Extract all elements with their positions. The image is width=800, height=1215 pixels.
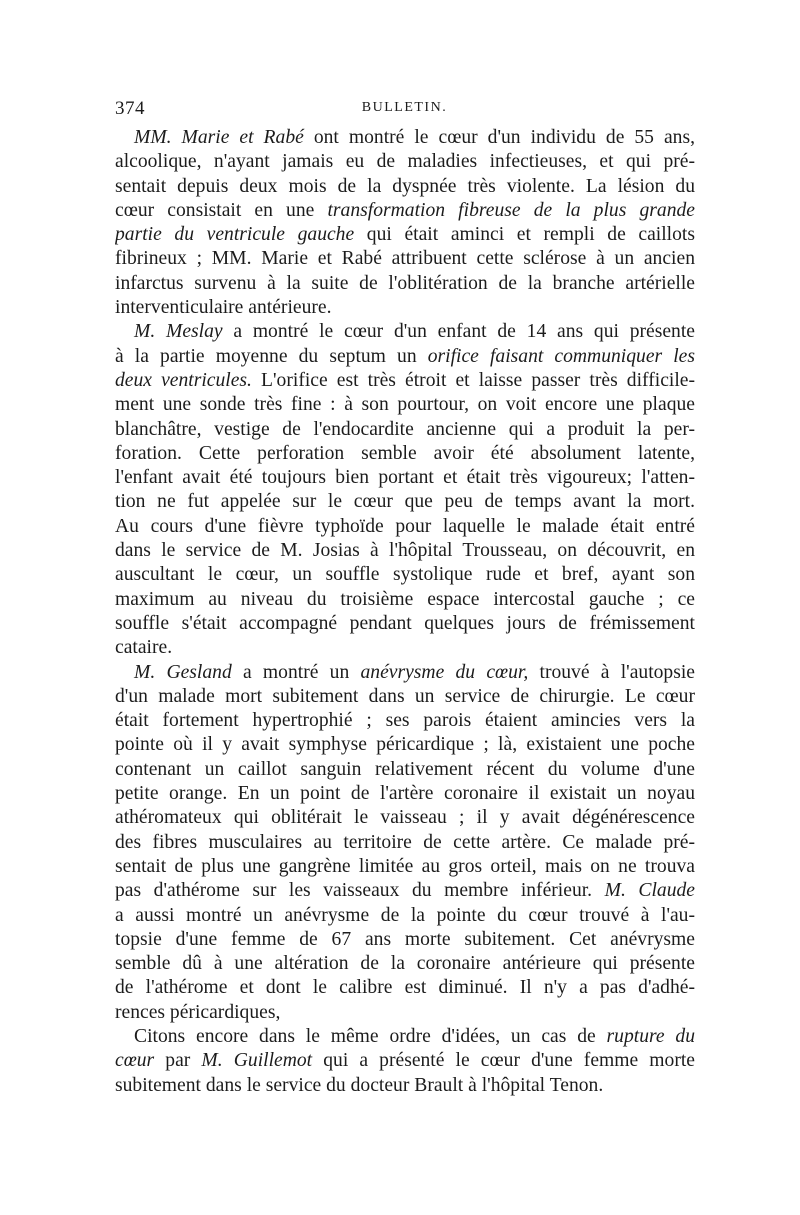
- italic-run: M. Meslay: [134, 321, 223, 343]
- text-line: [115, 393, 695, 417]
- text-line: [115, 1049, 695, 1073]
- italic-run: M. Claude: [604, 880, 695, 902]
- text-run: tion ne fut appelée sur le cœur que peu de temps avant la mort.: [115, 491, 695, 513]
- text-run: a montré le cœur d'un enfant de 14 ans qui présente: [222, 321, 695, 343]
- text-run: trouvé à l'autopsie: [528, 661, 695, 683]
- text-line: [115, 782, 695, 806]
- text-run: dans le service de M. Josias à l'hôpital Trousseau, on découvrit, en: [115, 540, 695, 562]
- text-line: [115, 636, 695, 660]
- text-run: à la partie moyenne du septum un: [115, 345, 428, 367]
- text-line: [115, 175, 695, 199]
- text-line: [115, 539, 695, 563]
- text-line: [115, 515, 695, 539]
- text-line: [115, 588, 695, 612]
- text-run: d'un malade mort subitement dans un service de chirurgie. Le cœur: [115, 685, 695, 707]
- text-line: [115, 126, 695, 150]
- text-run: des fibres musculaires au territoire de cette artère. Ce malade pré-: [115, 831, 695, 853]
- paragraph: [115, 1025, 695, 1098]
- paragraph: [115, 126, 695, 320]
- text-run: interventiculaire antérieure.: [115, 297, 332, 319]
- italic-run: M. Gesland: [134, 661, 232, 683]
- text-run: de l'athérome et dont le calibre est diminué. Il n'y a pas d'adhé-: [115, 977, 695, 999]
- text-run: a aussi montré un anévrysme de la pointe du cœur trouvé à l'au-: [115, 904, 695, 926]
- text-line: [115, 369, 695, 393]
- text-line: [115, 1025, 695, 1049]
- text-run: auscultant le cœur, un souffle systolique rude et bref, ayant son: [115, 564, 695, 586]
- text-line: [115, 928, 695, 952]
- text-line: [115, 150, 695, 174]
- text-run: Citons encore dans le même ordre d'idées, un cas de: [134, 1025, 607, 1047]
- text-run: fibrineux ; MM. Marie et Rabé attribuent cette sclérose à un ancien: [115, 248, 695, 270]
- text-run: alcoolique, n'ayant jamais eu de maladies infectieuses, et qui pré-: [115, 151, 695, 173]
- text-line: [115, 952, 695, 976]
- page-header: [115, 98, 694, 124]
- text-line: [115, 831, 695, 855]
- text-run: Au cours d'une fièvre typhoïde pour laquelle le malade était entré: [115, 515, 695, 537]
- text-run: athéromateux qui oblitérait le vaisseau ; il y avait dégénérescence: [115, 807, 695, 829]
- text-line: [115, 758, 695, 782]
- italic-run: cœur: [115, 1050, 155, 1072]
- italic-run: rupture du: [606, 1025, 695, 1047]
- text-line: [115, 733, 695, 757]
- text-line: [115, 612, 695, 636]
- text-run: l'enfant avait été toujours bien portant et était très vigoureux; l'atten-: [115, 467, 695, 489]
- text-line: [115, 442, 695, 466]
- text-line: [115, 879, 695, 903]
- text-run: contenant un caillot sanguin relativement récent du volume d'une: [115, 758, 695, 780]
- text-run: sentait depuis deux mois de la dyspnée très violente. La lésion du: [115, 175, 695, 197]
- text-run: foration. Cette perforation semble avoir été absolument latente,: [115, 442, 695, 464]
- text-line: [115, 1001, 695, 1025]
- text-run: rences péricardiques,: [115, 1001, 281, 1023]
- text-line: [115, 272, 695, 296]
- text-run: pointe où il y avait symphyse péricardique ; là, existaient une poche: [115, 734, 695, 756]
- body-text: [115, 126, 695, 1098]
- text-run: était fortement hypertrophié ; ses parois étaient amincies vers la: [115, 710, 695, 732]
- paragraph: [115, 320, 695, 660]
- text-run: topsie d'une femme de 67 ans morte subitement. Cet anévrysme: [115, 928, 695, 950]
- text-line: [115, 490, 695, 514]
- text-run: L'orifice est très étroit et laisse passer très difficile-: [251, 369, 695, 391]
- text-run: subitement dans le service du docteur Brault à l'hôpital Tenon.: [115, 1074, 604, 1096]
- text-run: qui était aminci et rempli de caillots: [354, 224, 695, 246]
- text-run: cataire.: [115, 637, 173, 659]
- text-line: [115, 320, 695, 344]
- text-line: [115, 418, 695, 442]
- text-line: [115, 345, 695, 369]
- italic-run: partie du ventricule gauche: [115, 224, 355, 246]
- text-run: semble dû à une altération de la coronaire antérieure qui présente: [115, 953, 695, 975]
- text-line: [115, 1074, 695, 1098]
- text-run: a montré un: [231, 661, 361, 683]
- text-line: [115, 563, 695, 587]
- text-line: [115, 709, 695, 733]
- text-line: [115, 685, 695, 709]
- italic-run: orifice faisant communiquer les: [427, 345, 695, 367]
- italic-run: M. Guillemot: [201, 1050, 313, 1072]
- text-run: maximum au niveau du troisième espace intercostal gauche ; ce: [115, 588, 695, 610]
- text-line: [115, 806, 695, 830]
- text-run: souffle s'était accompagné pendant quelques jours de frémissement: [115, 612, 695, 634]
- text-line: [115, 223, 695, 247]
- text-run: qui a présenté le cœur d'une femme morte: [312, 1050, 695, 1072]
- italic-run: deux ventricules.: [115, 369, 252, 391]
- text-run: infarctus survenu à la suite de l'oblitération de la branche artérielle: [115, 272, 695, 294]
- text-line: [115, 976, 695, 1000]
- text-line: [115, 247, 695, 271]
- text-line: [115, 855, 695, 879]
- italic-run: transformation fibreuse de la plus grande: [327, 199, 695, 221]
- text-run: ont montré le cœur d'un individu de 55 ans,: [303, 127, 695, 148]
- text-line: [115, 661, 695, 685]
- text-run: cœur consistait en une: [115, 199, 328, 221]
- italic-run: MM. Marie et Rabé: [134, 127, 304, 148]
- text-line: [115, 296, 695, 320]
- running-head: BULLETIN.: [361, 100, 448, 115]
- text-run: blanchâtre, vestige de l'endocardite ancienne qui a produit la per-: [115, 418, 695, 440]
- text-line: [115, 199, 695, 223]
- text-run: ment une sonde très fine : à son pourtour, on voit encore une plaque: [115, 394, 695, 416]
- text-line: [115, 466, 695, 490]
- text-line: [115, 904, 695, 928]
- text-run: pas d'athérome sur les vaisseaux du membre inférieur.: [115, 880, 605, 902]
- paragraph: [115, 661, 695, 1025]
- page-number: 374: [115, 98, 145, 119]
- text-run: sentait de plus une gangrène limitée au gros orteil, mais on ne trouva: [115, 855, 695, 877]
- text-run: par: [154, 1050, 202, 1072]
- text-run: petite orange. En un point de l'artère coronaire il existait un noyau: [115, 783, 695, 805]
- italic-run: anévrysme du cœur,: [360, 661, 529, 683]
